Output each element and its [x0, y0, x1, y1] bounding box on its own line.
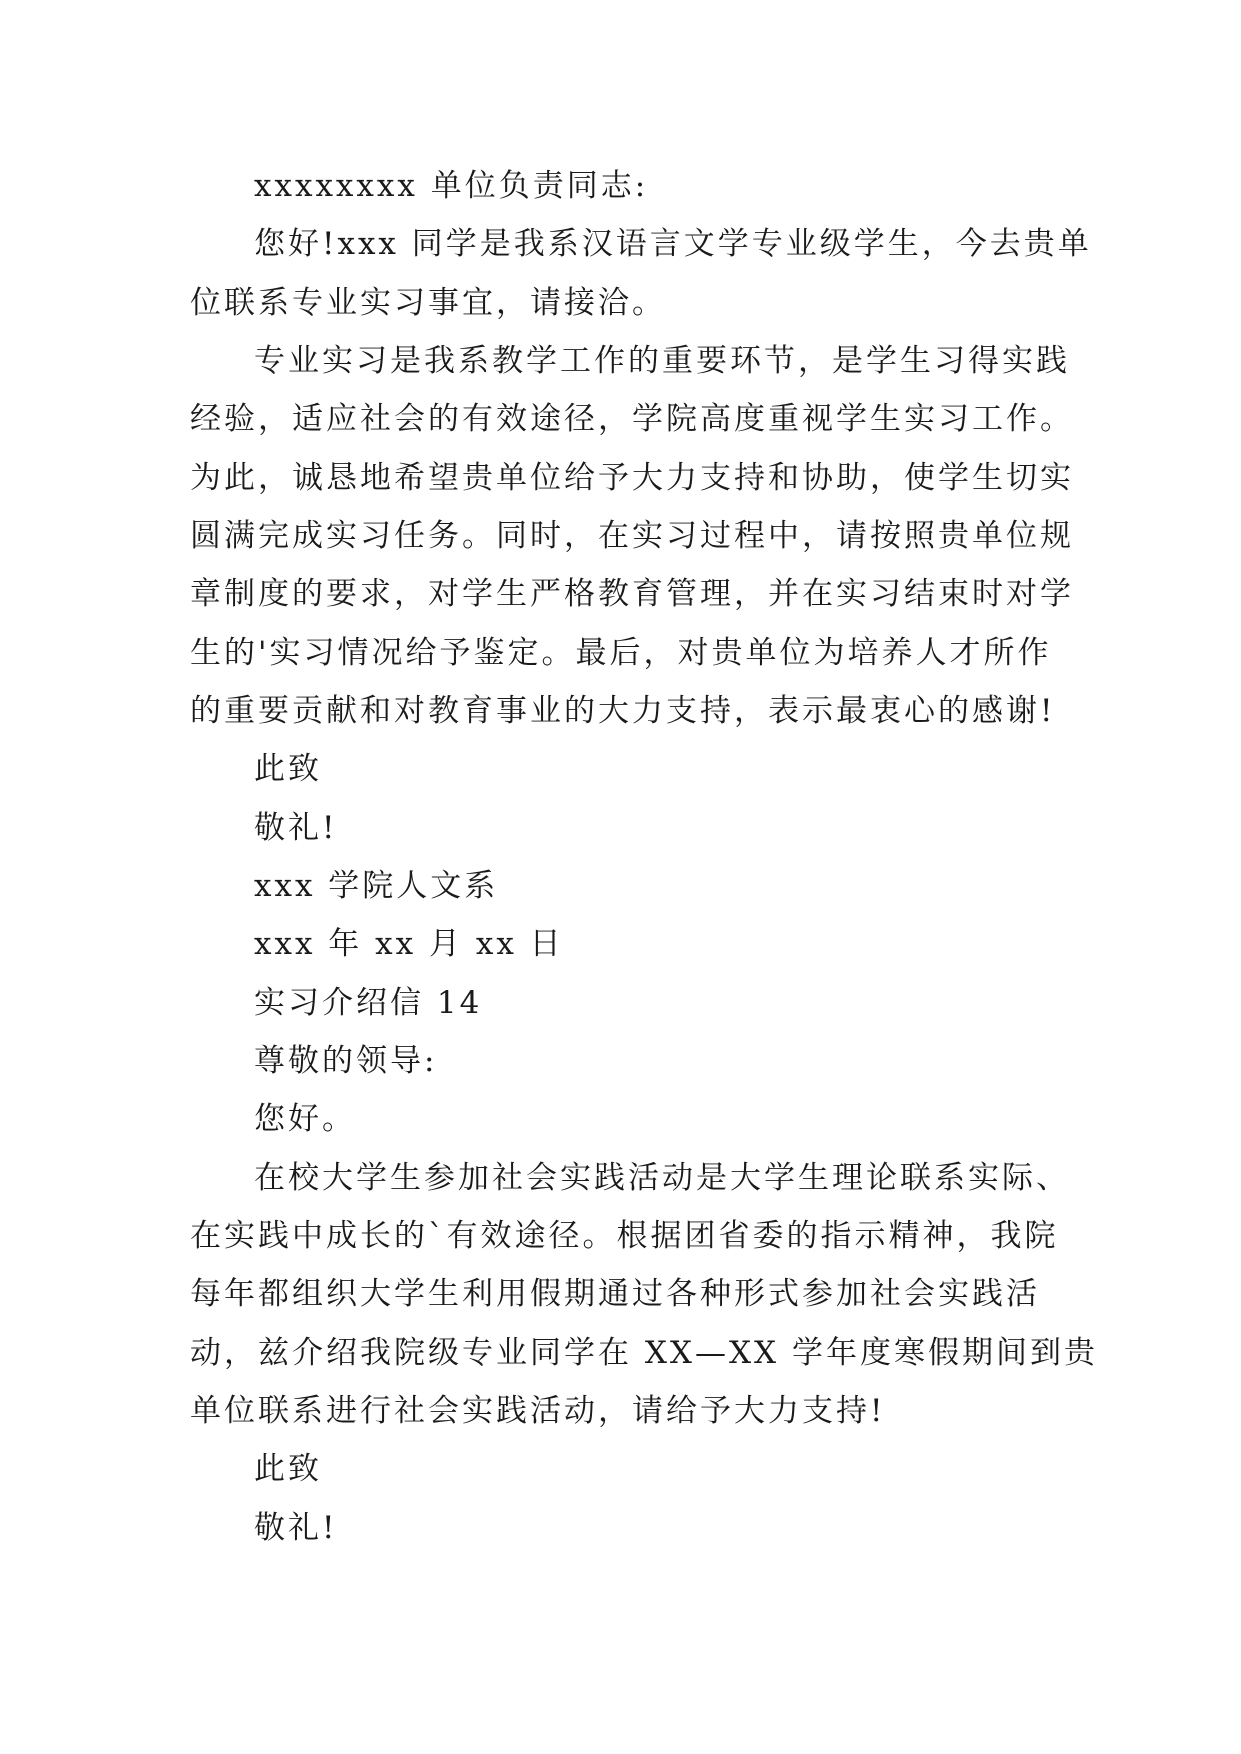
- letter1-para2-line1: 专业实习是我系教学工作的重要环节，是学生习得实践: [254, 343, 1070, 379]
- letter2-para1-line2: 在实践中成长的`有效途径。根据团省委的指示精神，我院: [190, 1218, 1059, 1254]
- letter2-closing-2: 敬礼!: [254, 1510, 338, 1546]
- letter1-salutation: xxxxxxxx 单位负责同志:: [254, 168, 649, 204]
- letter2-closing-1: 此致: [254, 1451, 322, 1487]
- letter1-para1-line2: 位联系专业实习事宜，请接洽。: [190, 285, 666, 321]
- letter2-para1-line5: 单位联系进行社会实践活动，请给予大力支持!: [190, 1393, 886, 1429]
- letter1-date: xxx 年 xx 月 xx 日: [254, 926, 564, 962]
- letter1-para2-line3: 为此，诚恳地希望贵单位给予大力支持和协助，使学生切实: [190, 460, 1074, 496]
- letter1-para2-line2: 经验，适应社会的有效途径，学院高度重视学生实习工作。: [190, 401, 1074, 437]
- letter2-para1-line4: 动，兹介绍我院级专业同学在 XX—XX 学年度寒假期间到贵: [190, 1335, 1098, 1371]
- letter2-title: 实习介绍信 14: [254, 985, 483, 1021]
- letter1-para2-line6: 生的'实习情况给予鉴定。最后，对贵单位为培养人才所作: [190, 635, 1052, 671]
- letter1-para2-line5: 章制度的要求，对学生严格教育管理，并在实习结束时对学: [190, 576, 1074, 612]
- letter2-para1-line3: 每年都组织大学生利用假期通过各种形式参加社会实践活: [190, 1276, 1040, 1312]
- letter2-salutation: 尊敬的领导:: [254, 1043, 438, 1079]
- letter1-closing-2: 敬礼!: [254, 810, 338, 846]
- letter1-closing-1: 此致: [254, 751, 322, 787]
- letter1-para1-line1: 您好!xxx 同学是我系汉语言文学专业级学生，今去贵单: [254, 226, 1092, 262]
- letter2-greeting: 您好。: [254, 1101, 356, 1137]
- letter1-sender: xxx 学院人文系: [254, 868, 499, 904]
- letter1-para2-line4: 圆满完成实习任务。同时，在实习过程中，请按照贵单位规: [190, 518, 1074, 554]
- letter2-para1-line1: 在校大学生参加社会实践活动是大学生理论联系实际、: [254, 1160, 1070, 1196]
- letter1-para2-line7: 的重要贡献和对教育事业的大力支持，表示最衷心的感谢!: [190, 693, 1056, 729]
